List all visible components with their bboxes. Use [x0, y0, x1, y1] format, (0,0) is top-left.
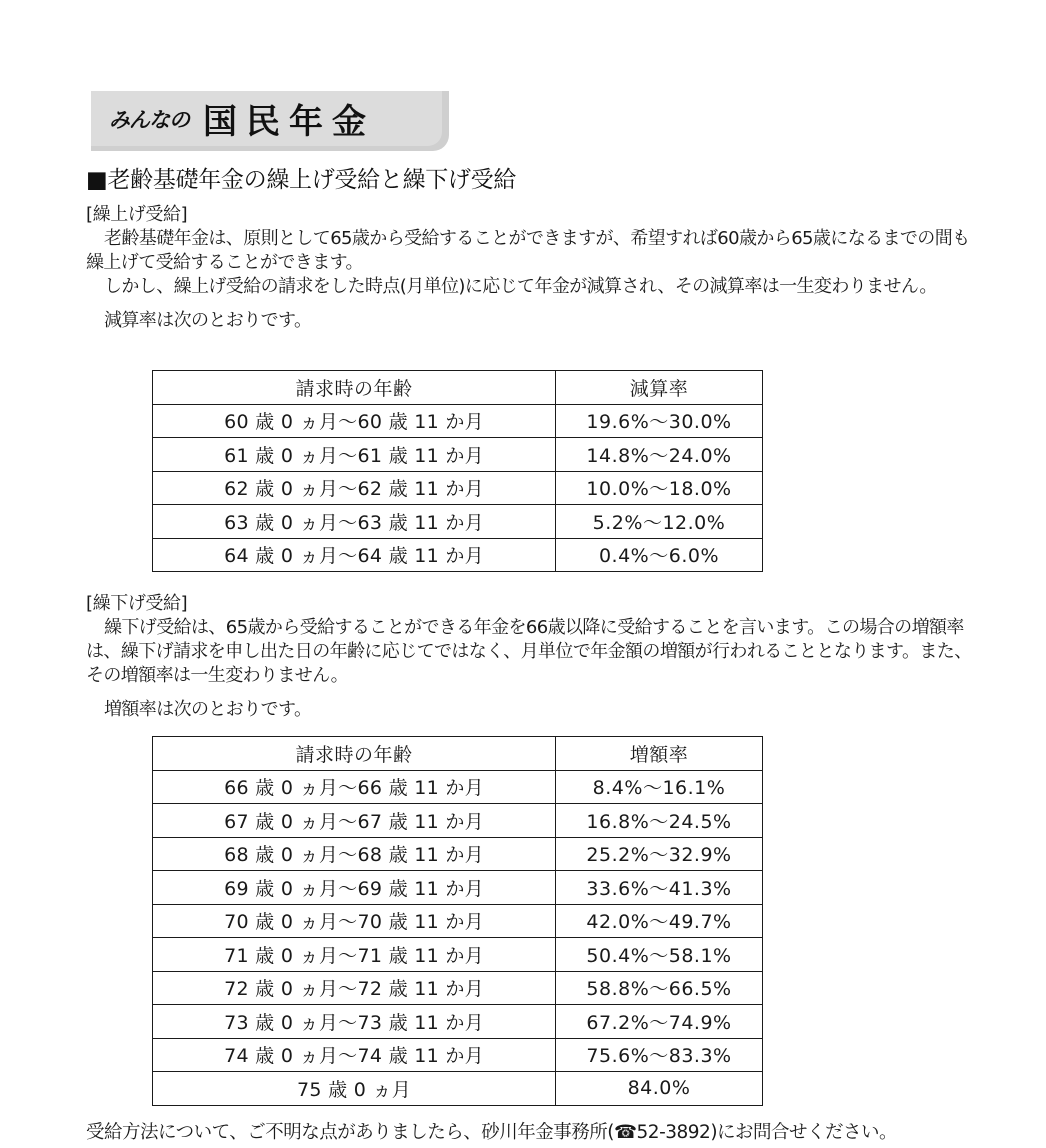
- rate-cell: 42.0%～49.7%: [556, 904, 763, 938]
- age-cell: 60 歳 0 ヵ月～60 歳 11 か月: [153, 404, 556, 438]
- footer-text-after: )にお問合せください。: [710, 1122, 898, 1143]
- table-row: [153, 871, 763, 905]
- table-row: [153, 804, 763, 838]
- table-row: [153, 770, 763, 804]
- rate-cell: 33.6%～41.3%: [556, 871, 763, 905]
- rate-cell: 8.4%～16.1%: [556, 770, 763, 804]
- banner-face: [91, 91, 442, 146]
- increase-rate-table: [152, 736, 763, 1106]
- table-header-row: [153, 737, 763, 771]
- table-row: [153, 938, 763, 972]
- rate-cell: 50.4%～58.1%: [556, 938, 763, 972]
- age-cell: 71 歳 0 ヵ月～71 歳 11 か月: [153, 938, 556, 972]
- table-row: [153, 1072, 763, 1106]
- age-cell: 68 歳 0 ヵ月～68 歳 11 か月: [153, 837, 556, 871]
- rate-cell: 84.0%: [556, 1072, 763, 1106]
- banner-title: 国民年金: [203, 102, 375, 142]
- age-cell: 75 歳 0 ヵ月: [153, 1072, 556, 1106]
- table-row: [153, 904, 763, 938]
- deferred-receipt-note: 増額率は次のとおりです。: [104, 699, 312, 720]
- page-banner: [91, 91, 449, 151]
- early-receipt-paragraph: しかし、繰上げ受給の請求をした時点(月単位)に応じて年金が減算され、その減算率は一生変わりません。: [104, 276, 937, 297]
- table-row: [153, 471, 763, 505]
- age-cell: 70 歳 0 ヵ月～70 歳 11 か月: [153, 904, 556, 938]
- table-row: [153, 1005, 763, 1039]
- age-cell: 74 歳 0 ヵ月～74 歳 11 か月: [153, 1038, 556, 1072]
- deferred-receipt-heading: [繰下げ受給]: [86, 593, 188, 614]
- early-receipt-note: 減算率は次のとおりです。: [104, 310, 312, 331]
- table-header-row: [153, 371, 763, 405]
- rate-cell: 58.8%～66.5%: [556, 971, 763, 1005]
- age-cell: 63 歳 0 ヵ月～63 歳 11 か月: [153, 505, 556, 539]
- table-row: [153, 438, 763, 472]
- banner-subtitle: みんなの: [109, 107, 189, 132]
- section-title: ■老齢基礎年金の繰上げ受給と繰下げ受給: [86, 167, 517, 193]
- rate-cell: 10.0%～18.0%: [556, 471, 763, 505]
- rate-cell: 16.8%～24.5%: [556, 804, 763, 838]
- deferred-receipt-section: [86, 592, 986, 722]
- table-row: [153, 505, 763, 539]
- rate-cell: 25.2%～32.9%: [556, 837, 763, 871]
- rate-cell: 5.2%～12.0%: [556, 505, 763, 539]
- age-cell: 67 歳 0 ヵ月～67 歳 11 か月: [153, 804, 556, 838]
- footer-text-before: 受給方法について、ご不明な点がありましたら、砂川年金事務所(: [86, 1122, 614, 1143]
- age-cell: 62 歳 0 ヵ月～62 歳 11 か月: [153, 471, 556, 505]
- early-receipt-section: [86, 203, 986, 333]
- age-cell: 64 歳 0 ヵ月～64 歳 11 か月: [153, 538, 556, 572]
- early-receipt-paragraph: 老齢基礎年金は、原則として65歳から受給することができますが、希望すれば60歳から65歳になるまでの間も繰上げて受給することができます。: [86, 228, 970, 273]
- rate-cell: 14.8%～24.0%: [556, 438, 763, 472]
- column-header-rate: 増額率: [556, 737, 763, 771]
- column-header-age: 請求時の年齢: [153, 371, 556, 405]
- age-cell: 72 歳 0 ヵ月～72 歳 11 か月: [153, 971, 556, 1005]
- table-row: [153, 404, 763, 438]
- rate-cell: 75.6%～83.3%: [556, 1038, 763, 1072]
- table-row: [153, 971, 763, 1005]
- table-row: [153, 538, 763, 572]
- column-header-age: 請求時の年齢: [153, 737, 556, 771]
- reduction-rate-table: [152, 370, 763, 572]
- age-cell: 73 歳 0 ヵ月～73 歳 11 か月: [153, 1005, 556, 1039]
- contact-footer: [86, 1118, 897, 1144]
- age-cell: 61 歳 0 ヵ月～61 歳 11 か月: [153, 438, 556, 472]
- deferred-receipt-paragraph: 繰下げ受給は、65歳から受給することができる年金を66歳以降に受給することを言います。この場合の増額率は、繰下げ請求を申し出た日の年齢に応じてではなく、月単位で年金額の増額が行われることとなります。また、その増額率は一生変わりません。: [86, 617, 972, 686]
- rate-cell: 19.6%～30.0%: [556, 404, 763, 438]
- telephone-icon: ☎: [613, 1122, 637, 1143]
- rate-cell: 67.2%～74.9%: [556, 1005, 763, 1039]
- age-cell: 66 歳 0 ヵ月～66 歳 11 か月: [153, 770, 556, 804]
- column-header-rate: 減算率: [556, 371, 763, 405]
- rate-cell: 0.4%～6.0%: [556, 538, 763, 572]
- early-receipt-heading: [繰上げ受給]: [86, 204, 188, 225]
- table-row: [153, 1038, 763, 1072]
- table-row: [153, 837, 763, 871]
- phone-number: 52-3892: [636, 1122, 711, 1143]
- age-cell: 69 歳 0 ヵ月～69 歳 11 か月: [153, 871, 556, 905]
